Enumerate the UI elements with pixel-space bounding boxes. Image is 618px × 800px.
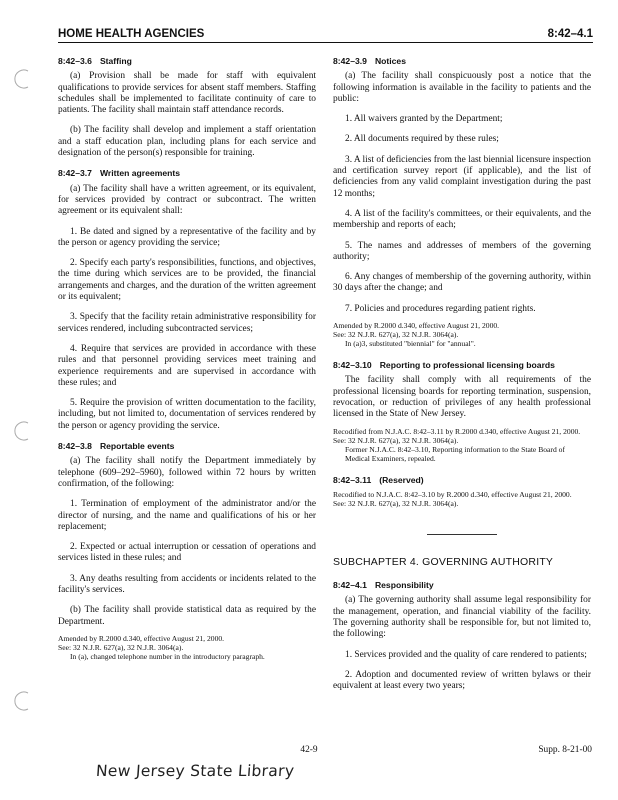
list-item: 2. Expected or actual interruption or cessation of operations and services listed in these rules; and — [58, 542, 316, 564]
section-divider — [427, 534, 497, 535]
history-line: Former N.J.A.C. 8:42–3.10, Reporting information to the State Board of Medical Examiners, repealed. — [345, 444, 565, 463]
section-number: 8:42–3.6 — [58, 56, 92, 66]
section-number: 8:42–3.7 — [58, 168, 92, 179]
list-item: 4. A list of the facility's committees, or their equivalents, and the membership and reports of each; — [333, 208, 591, 231]
paragraph: (a) The facility shall have a written agreement, or its equivalent, for services provided by contract or subcontract. The written agreement or its equivalent shall: — [58, 183, 316, 217]
section-heading — [333, 56, 591, 67]
list-item: 2. Specify each party's responsibilities, functions, and objectives, the time during which services are to be provided, the financial arrangements and charges, and the duration of the written agreement or its equivalent; — [58, 258, 316, 303]
section-heading — [333, 475, 591, 486]
list-item: 4. Require that services are provided in accordance with these rules and that personnel providing services meet training and experience requirements and are supervised in accordance with these rules; and — [58, 343, 316, 388]
history-line: Amended by R.2000 d.340, effective August 21, 2000. — [333, 321, 500, 331]
punch-hole-mark — [14, 420, 32, 442]
page-number: 42-9 — [300, 745, 318, 755]
library-stamp: New Jersey State Library — [95, 762, 295, 780]
list-item: 1. All waivers granted by the Department; — [345, 114, 503, 125]
header-title: HOME HEALTH AGENCIES — [58, 28, 205, 40]
list-item: 5. Require the provision of written documentation to the facility, including, but not limited to, documentation of services rendered by the person or agency providing the service. — [58, 398, 316, 431]
history-line: In (a)3, substituted "biennial" for "annual". — [345, 339, 476, 349]
list-item: 1. Services provided and the quality of care rendered to patients; — [345, 649, 587, 660]
punch-hole-mark — [14, 68, 32, 90]
section-title: Responsibility — [374, 580, 434, 591]
running-header — [58, 28, 593, 43]
right-column — [333, 56, 591, 702]
section-heading — [58, 441, 316, 452]
section-title: Written agreements — [99, 168, 181, 179]
history-line: Recodified from N.J.A.C. 8:42–3.11 by R.2000 d.340, effective August 21, 2000. — [333, 426, 581, 436]
history-line: See: 32 N.J.R. 627(a), 32 N.J.R. 3064(a). — [333, 330, 459, 340]
list-item: 3. Specify that the facility retain administrative responsibility for services rendered, including subcontracted services; — [58, 312, 316, 334]
section-number: 8:42–3.8 — [58, 441, 92, 452]
punch-hole-mark — [14, 690, 32, 712]
list-item: 2. Adoption and documented review of written bylaws or their equivalent at least every two years; — [333, 669, 591, 692]
section-heading — [333, 360, 591, 371]
section-title: Reporting to professional licensing boards — [379, 360, 555, 371]
section-number: 8:42–3.10 — [333, 360, 372, 371]
list-item: 7. Policies and procedures regarding patient rights. — [345, 303, 536, 314]
history-note — [333, 427, 591, 463]
subchapter-heading: SUBCHAPTER 4. GOVERNING AUTHORITY — [333, 555, 554, 568]
history-line: See: 32 N.J.R. 627(a), 32 N.J.R. 3064(a). — [58, 642, 184, 652]
paragraph: The facility shall comply with all requirements of the professional licensing boards for reporting termination, suspension, revocation, or reduction of privileges of any health professional licensed in the State of New Jersey. — [333, 375, 591, 420]
section-heading — [58, 168, 316, 179]
section-number: 8:42–4.1 — [333, 580, 367, 591]
list-item: 2. All documents required by these rules; — [345, 134, 499, 145]
list-item: 1. Be dated and signed by a representative of the facility and by the person or agency providing the service; — [58, 226, 316, 248]
history-line: In (a), changed telephone number in the introductory paragraph. — [70, 651, 265, 661]
history-line: Amended by R.2000 d.340, effective August 21, 2000. — [58, 633, 225, 643]
paragraph: (a) The governing authority shall assume legal responsibility for the management, operation, and financial viability of the facility. The governing authority shall be responsible for, but not limited to, the following: — [333, 595, 591, 640]
paragraph: (a) The facility shall notify the Department immediately by telephone (609–292–5960), followed within 72 hours by written confirmation, of the following: — [58, 456, 316, 489]
section-heading — [58, 56, 316, 67]
list-item: 3. Any deaths resulting from accidents or incidents related to the facility's services. — [58, 573, 316, 595]
history-note — [58, 634, 316, 661]
paragraph: (b) The facility shall provide statistical data as required by the Department. — [58, 605, 316, 627]
header-section-range: 8:42–4.1 — [547, 28, 593, 40]
section-heading — [333, 580, 591, 591]
list-item: 1. Termination of employment of the administrator and/or the director of nursing, and the name and qualifications of his or her replacement; — [58, 499, 316, 532]
section-title: Reportable events — [99, 441, 175, 452]
history-note — [333, 490, 591, 508]
list-item: 6. Any changes of membership of the governing authority, within 30 days after the change; and — [333, 272, 591, 294]
history-line: See: 32 N.J.R. 627(a), 32 N.J.R. 3064(a). — [333, 498, 459, 508]
history-line: Recodified to N.J.A.C. 8:42–3.10 by R.2000 d.340, effective August 21, 2000. — [333, 489, 572, 499]
left-column — [58, 56, 316, 673]
history-line: See: 32 N.J.R. 627(a), 32 N.J.R. 3064(a). — [333, 435, 459, 445]
paragraph: (a) The facility shall conspicuously post a notice that the following information is available in the facility to patients and the public: — [333, 71, 591, 104]
section-number: 8:42–3.11 — [333, 474, 372, 485]
supplement-date: Supp. 8-21-00 — [538, 745, 592, 755]
list-item: 3. A list of deficiencies from the last biennial licensure inspection and certification survey report (if applicable), and the list of deficiencies from any valid complaint investigation during the past 12 months; — [333, 154, 591, 199]
section-title: Notices — [374, 56, 406, 66]
paragraph: (b) The facility shall develop and implement a staff orientation and a staff education plan, including plans for each service and designation of the person(s) responsible for training. — [58, 125, 316, 159]
paragraph: (a) Provision shall be made for staff with equivalent qualifications to provide services for absent staff members. Staffing schedules shall be implemented to facilitate continuity of care to patients. The facility shall maintain staff attendance records. — [58, 71, 316, 116]
section-title: Staffing — [99, 56, 132, 66]
list-item: 5. The names and addresses of members of the governing authority; — [333, 240, 591, 262]
history-note — [333, 321, 591, 348]
section-number: 8:42–3.9 — [333, 56, 367, 66]
section-title: (Reserved) — [379, 474, 424, 485]
